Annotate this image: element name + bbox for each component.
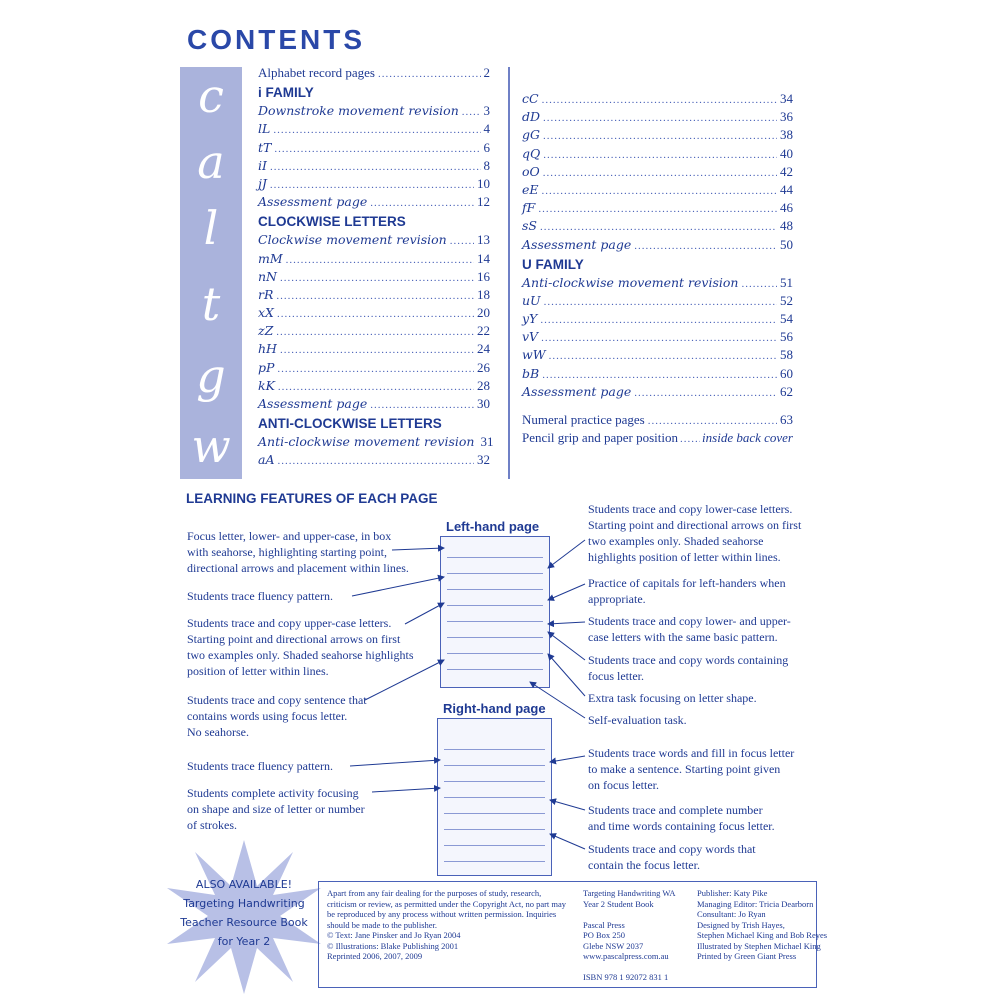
strip-letter: c [198,69,224,123]
note-line: No seahorse. [187,725,249,739]
toc-entry-page: 38 [780,127,793,143]
toc-entry-label: tT [258,139,272,155]
note-line: of strokes. [187,818,237,832]
note-line: Students trace and copy upper-case letters. [187,616,392,630]
toc-entry-page: 18 [477,286,490,302]
toc-entry-label: rR [258,286,274,302]
toc-entry-label: uU [522,292,541,308]
note-line: contains words using focus letter. [187,709,348,723]
toc-entry-page: 50 [780,236,793,252]
toc-entry-label: zZ [258,323,274,339]
note-line: to make a sentence. Starting point given [588,762,781,776]
note-line: two examples only. Shaded seahorse highlights [187,648,414,662]
imprint-line: Printed by Green Giant Press [697,951,797,961]
strip-letter: g [196,349,226,403]
imprint-line: Targeting Handwriting WA [583,888,676,898]
imprint-line: Apart from any fair dealing for the purposes of study, research, [327,888,542,898]
learning-features-heading: LEARNING FEATURES OF EACH PAGE [186,491,438,506]
imprint-line: © Text: Jane Pinsker and Jo Ryan 2004 [327,930,461,940]
toc-entry-page: 48 [780,218,793,234]
note-line: and time words containing focus letter. [588,819,775,833]
toc-entry-page: 28 [477,377,490,393]
imprint-line: Publisher: Katy Pike [697,888,768,898]
toc-entry-page: 52 [780,292,793,308]
note-line: Students trace fluency pattern. [187,759,333,773]
toc-entry-label: lL [258,121,271,137]
toc-entry-page: 34 [780,91,793,106]
toc-entry-label: wW [522,347,546,363]
imprint-line: Reprinted 2006, 2007, 2009 [327,951,423,961]
imprint-credits [697,888,827,962]
toc-entry-label: Numeral practice pages [522,412,645,427]
toc-entry-page: 10 [477,175,490,191]
toc-entry-label: Assessment page [258,194,368,210]
imprint-line: Managing Editor: Tricia Dearborn [697,898,814,909]
toc-entry-label: kK [258,377,275,393]
page-title: CONTENTS [187,24,365,55]
note-line: focus letter. [588,669,644,683]
note-line: on shape and size of letter or number [187,802,365,816]
note-line: Practice of capitals for left-handers when [588,576,786,590]
toc-entry-page: 36 [780,109,793,125]
note-line: case letters with the same basic pattern. [588,630,778,644]
imprint-line: PO Box 250 [583,930,626,940]
strip-letter: a [197,135,225,189]
note-line: appropriate. [588,592,646,606]
right-page-label: Right-hand page [443,701,546,716]
imprint-line: Glebe NSW 2037 [583,940,644,951]
toc-entry-label: dD [522,109,541,125]
note-line: contain the focus letter. [588,858,700,872]
toc-entry-label: yY [522,311,538,327]
toc-entry-page: 22 [477,323,490,339]
toc-entry-page: 63 [780,412,793,427]
toc-entry-label: Assessment page [258,396,368,411]
imprint-line: Consultant: Jo Ryan [697,909,766,919]
toc-entry-label: eE [522,181,539,197]
toc-entry-label: Assessment page [522,236,632,252]
note-line: highlights position of letter within lines. [588,550,781,564]
note-line: Students trace and copy words that [588,842,756,856]
imprint-line: www.pascalpress.com.au [583,951,669,961]
toc-entry-label: jJ [258,175,267,191]
note-line: Starting point and directional arrows on first [588,518,802,532]
toc-entry-page: 60 [780,365,793,381]
note-line: Students complete activity focusing [187,786,359,800]
note-line: Students trace and copy words containing [588,653,789,667]
toc-entry-page: 30 [477,396,490,411]
toc-entry-label: oO [522,163,540,179]
toc-entry-page: 40 [780,145,793,161]
note-line: Students trace and copy lower- and upper- [588,614,791,628]
note-line: two examples only. Shaded seahorse [588,534,764,548]
toc-entry-page: 32 [477,452,490,468]
toc-entry-label: aA [258,452,275,468]
toc-entry-label: bB [522,365,540,381]
toc-entry-label: Anti-clockwise movement revision [258,434,475,450]
note-line: Self-evaluation task. [588,713,687,727]
toc-entry-label: mM [258,250,283,266]
imprint-line: ISBN 978 1 92072 831 1 [583,972,669,982]
toc-entry-label: sS [522,218,537,234]
toc-entry-page: 13 [477,232,490,248]
toc-entry-page: 3 [483,103,490,119]
toc-entry-label: iI [258,157,267,173]
strip-letter: l [203,201,219,255]
toc-entry-label: hH [258,341,277,357]
toc-entry-page: 20 [477,305,490,321]
toc-entry-label: fF [522,200,536,216]
toc-entry-label: Anti-clockwise movement revision [522,274,739,290]
toc-entry-page: 6 [483,139,490,155]
note-line: Students trace words and fill in focus letter [588,746,795,760]
toc-entry-page: 14 [477,250,490,266]
imprint-line: Year 2 Student Book [583,898,654,909]
note-line: with seahorse, highlighting starting point, [187,545,387,559]
promo-line: Teacher Resource Book [180,916,308,929]
imprint-box [318,881,828,988]
strip-letter: t [201,277,221,331]
note-line: Focus letter, lower- and upper-case, in box [187,529,392,543]
section-heading: i FAMILY [258,85,314,101]
toc-entry-label: xX [258,305,274,321]
note-line: position of letter within lines. [187,664,329,678]
toc-entry-page: 54 [780,311,793,327]
section-heading: CLOCKWISE LETTERS [258,214,406,230]
imprint-copyright [327,888,566,962]
imprint-line: Designed by Trish Hayes, [697,919,785,930]
toc-entry-label: gG [522,127,540,143]
toc-entry-label: vV [522,329,539,345]
promo-line: for Year 2 [217,935,271,948]
toc-entry-label: Pencil grip and paper position [522,430,678,446]
toc-entry-page: 4 [483,121,490,137]
note-line: on focus letter. [588,778,659,792]
note-line: Extra task focusing on letter shape. [588,691,757,705]
toc-entry-page: 58 [780,347,793,363]
imprint-line: Stephen Michael King and Bob Reyes [697,930,828,940]
promo-text [165,875,323,951]
toc-entry-page: 26 [477,359,490,375]
note-line: Students trace fluency pattern. [187,589,333,603]
toc-entry-page: 2 [483,65,490,80]
note-line: directional arrows and placement within lines. [187,561,409,575]
imprint-line [583,962,676,973]
promo-line: ALSO AVAILABLE! [195,878,293,891]
toc-entry-label: pP [258,359,275,375]
imprint-line: should be made to the publisher. [327,919,438,930]
toc-entry-page: 16 [477,268,490,284]
toc-entry-page: 31 [480,434,494,450]
toc-entry-page: 51 [780,274,793,290]
toc-entry-page: 24 [477,341,490,357]
toc-entry-page: 42 [780,163,793,179]
toc-entry-page: inside back cover [702,430,793,446]
imprint-publisher-address [583,888,676,983]
toc-entry-page: 8 [483,157,490,173]
toc-entry-page: 62 [780,383,793,399]
promo-line: Targeting Handwriting [183,897,305,910]
toc-entry-label: Downstroke movement revision [258,103,459,119]
imprint-line: criticism or review, as permitted under the Copyright Act, no part may [327,898,567,909]
imprint-line: Illustrated by Stephen Michael King [697,940,821,951]
imprint-line: © Illustrations: Blake Publishing 2001 [327,940,459,951]
toc-entry-label: cC [522,91,539,106]
toc-entry-label: Alphabet record pages [258,65,375,80]
note-line: Students trace and copy lower-case letters. [588,502,793,516]
strip-letter: w [191,419,231,473]
toc-entry-page: 46 [780,200,793,216]
toc-entry-page: 44 [780,181,793,197]
toc-entry-label: qQ [522,145,541,161]
note-line: Students trace and copy sentence that [187,693,367,707]
section-heading: U FAMILY [522,256,584,272]
toc-entry-label: Assessment page [522,383,632,399]
toc-entry-page: 12 [477,194,490,210]
imprint-line [583,909,676,920]
note-line: Students trace and complete number [588,803,763,817]
toc-entry-label: nN [258,268,277,284]
section-heading: ANTI-CLOCKWISE LETTERS [258,416,442,432]
note-line: Starting point and directional arrows on first [187,632,401,646]
toc-entry-label: Clockwise movement revision [258,232,447,248]
imprint-line: Pascal Press [583,919,625,930]
left-page-label: Left-hand page [446,519,540,534]
imprint-line: be reproduced by any process without written permission. Inquiries [327,909,557,919]
toc-entry-page: 56 [780,329,793,345]
